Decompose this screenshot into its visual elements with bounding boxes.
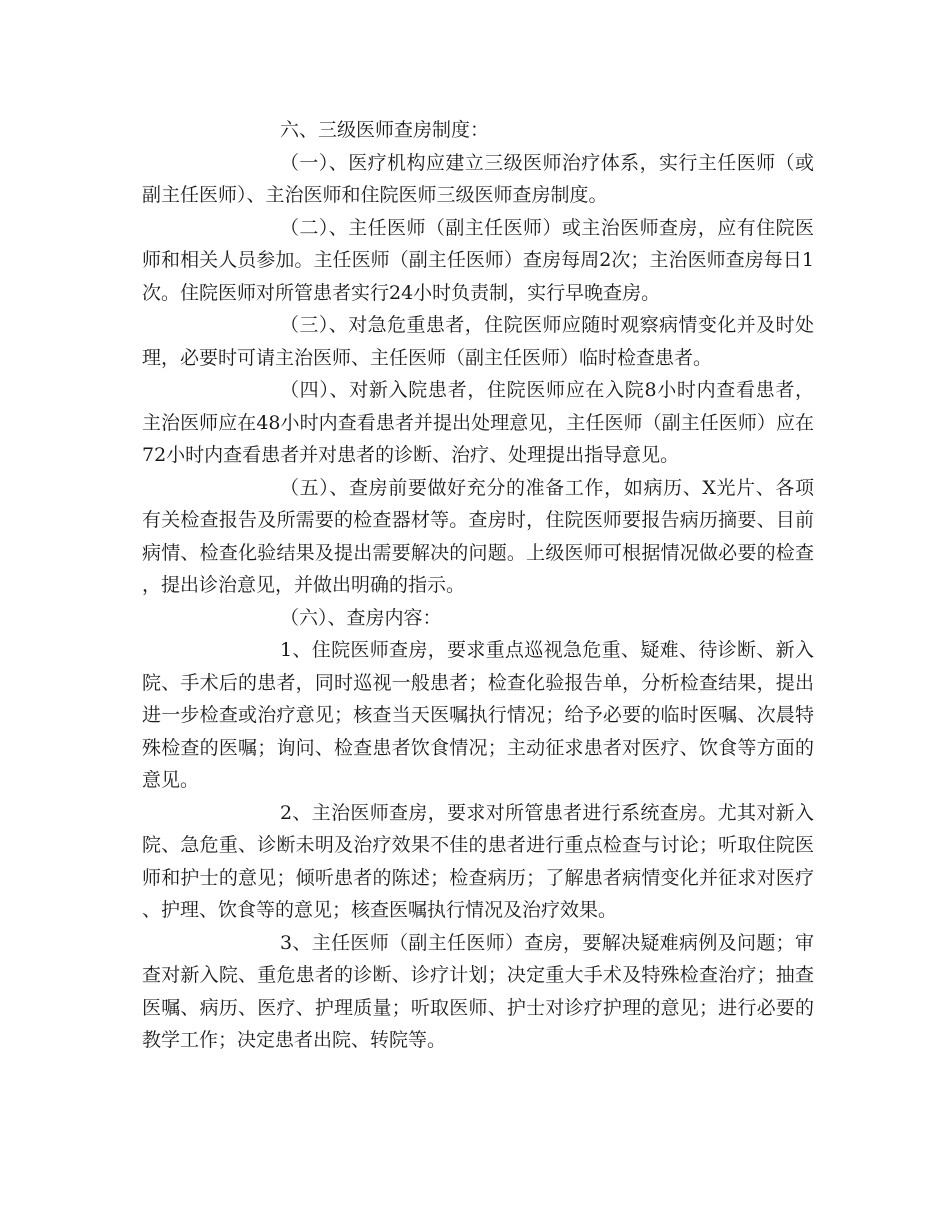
paragraph-4: （四）、对新入院患者，住院医师应在入院8小时内查看患者，主治医师应在48小时内查看患者并提出处理意见，主任医师（副主任医师）应在72小时内查看患者并对患者的诊断、治疗、处理提出指导意见。	[142, 379, 814, 466]
rounds-item-2: 2、主治医师查房，要求对所管患者进行系统查房。尤其对新入院、急危重、诊断未明及治疗效果不佳的患者进行重点检查与讨论；听取住院医师和护士的意见；倾听患者的陈述；检查病历；了解患者病情变化并征求对医疗、护理、饮食等的意见；核查医嘱执行情况及治疗效果。	[142, 801, 814, 921]
paragraph-3: （三）、对急危重患者，住院医师应随时观察病情变化并及时处理，必要时可请主治医师、主任医师（副主任医师）临时检查患者。	[142, 314, 814, 369]
rounds-item-1: 1、住院医师查房，要求重点巡视急危重、疑难、待诊断、新入院、手术后的患者，同时巡视一般患者；检查化验报告单，分析检查结果，提出进一步检查或治疗意见；核查当天医嘱执行情况；给予必要的临时医嘱、次晨特殊检查的医嘱；询问、检查患者饮食情况；主动征求患者对医疗、饮食等方面的意见。	[142, 639, 814, 791]
document-body	[142, 114, 814, 1057]
paragraph-1: （一）、医疗机构应建立三级医师治疗体系，实行主任医师（或副主任医师）、主治医师和住院医师三级医师查房制度。	[142, 151, 814, 206]
section-title: 六、三级医师查房制度：	[280, 119, 490, 141]
paragraph-2: （二）、主任医师（副主任医师）或主治医师查房，应有住院医师和相关人员参加。主任医师（副主任医师）查房每周2次；主治医师查房每日1次。住院医师对所管患者实行24小时负责制，实行早晚查房。	[142, 216, 814, 304]
rounds-item-3: 3、主任医师（副主任医师）查房，要解决疑难病例及问题；审查对新入院、重危患者的诊断、诊疗计划；决定重大手术及特殊检查治疗；抽查医嘱、病历、医疗、护理质量；听取医师、护士对诊疗护理的意见；进行必要的教学工作；决定患者出院、转院等。	[142, 931, 814, 1051]
paragraph-5: （五）、查房前要做好充分的准备工作，如病历、X光片、各项有关检查报告及所需要的检查器材等。查房时，住院医师要报告病历摘要、目前病情、检查化验结果及提出需要解决的问题。上级医师可根据情况做必要的检查，提出诊治意见，并做出明确的指示。	[142, 476, 814, 596]
subsection-title: （六）、查房内容：	[280, 606, 442, 629]
